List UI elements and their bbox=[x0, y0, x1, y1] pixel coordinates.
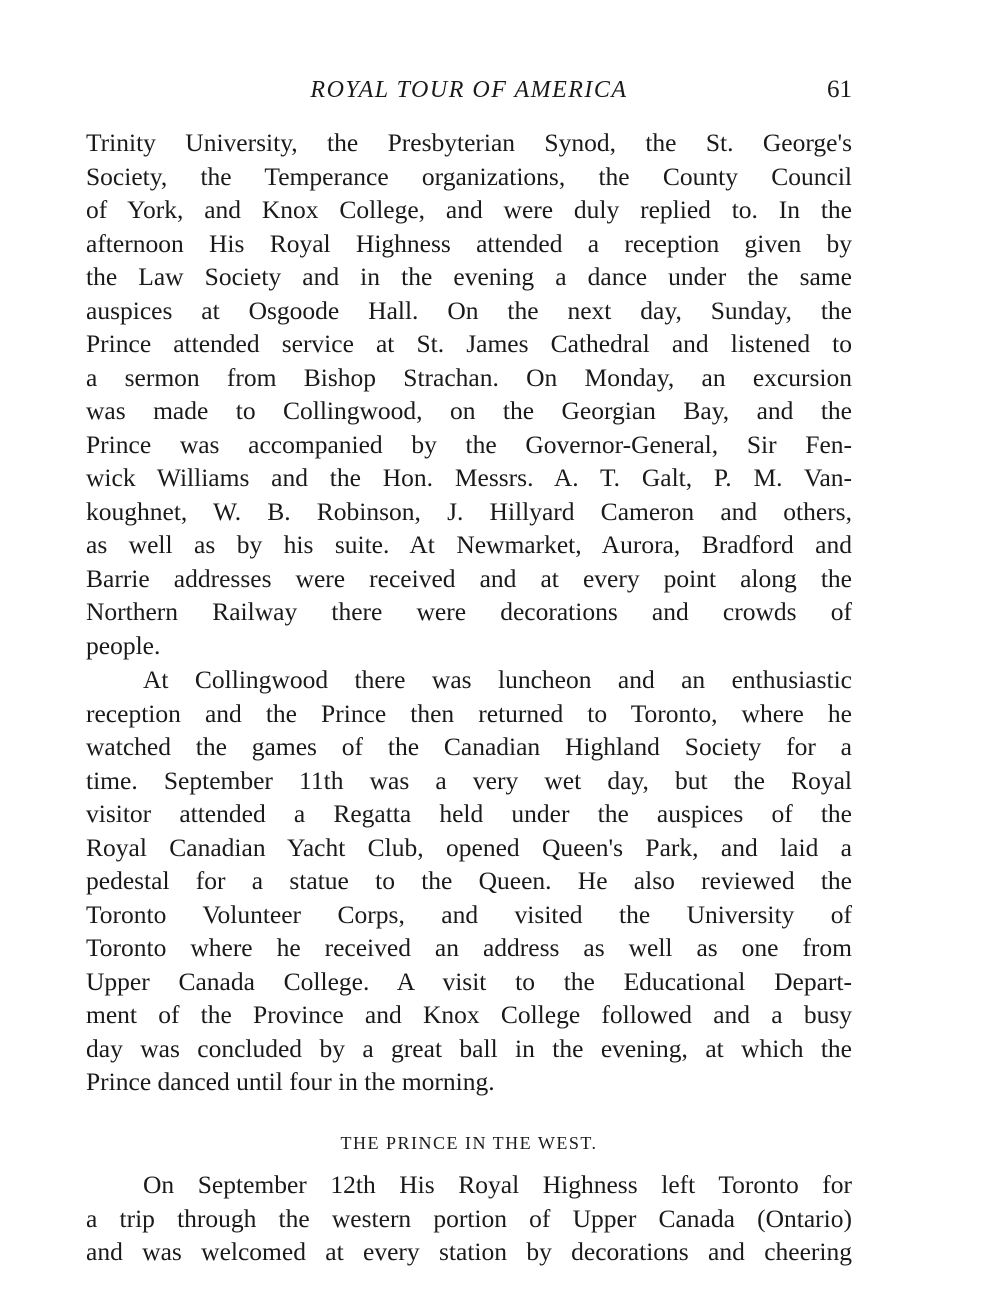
text-line: as well as by his suite. At Newmarket, Aurora, Bradford and bbox=[86, 530, 852, 559]
text-line: Toronto Volunteer Corps, and visited the University of bbox=[86, 899, 852, 929]
text-line: watched the games of the Canadian Highland Society for a bbox=[86, 732, 852, 761]
text-line: a trip through the western portion of Upper Canada (Ontario) bbox=[86, 1203, 852, 1233]
text-line: On September 12th His Royal Highness left Toronto for bbox=[143, 1170, 852, 1199]
text-line: was made to Collingwood, on the Georgian Bay, and the bbox=[86, 396, 852, 425]
text-line: auspices at Osgoode Hall. On the next day, Sunday, the bbox=[86, 295, 852, 325]
text-line: afternoon His Royal Highness attended a reception given by bbox=[86, 228, 852, 258]
text-line: Prince danced until four in the morning. bbox=[86, 1067, 495, 1096]
paragraph-3 bbox=[86, 1168, 852, 1269]
text-line: wick Williams and the Hon. Messrs. A. T. Galt, P. M. Van- bbox=[86, 463, 852, 492]
text-line: and was welcomed at every station by decorations and cheering bbox=[86, 1237, 852, 1266]
paragraph-2 bbox=[86, 663, 852, 1099]
text-line: visitor attended a Regatta held under the auspices of the bbox=[86, 799, 852, 828]
text-line: Prince was accompanied by the Governor-General, Sir Fen- bbox=[86, 429, 852, 459]
text-line: Toronto where he received an address as well as one from bbox=[86, 933, 852, 962]
running-header bbox=[86, 72, 852, 108]
section-heading: THE PRINCE IN THE WEST. bbox=[340, 1133, 598, 1153]
text-line: Society, the Temperance organizations, the County Council bbox=[86, 161, 852, 191]
text-line: people. bbox=[86, 630, 161, 660]
text-line: Royal Canadian Yacht Club, opened Queen's Park, and laid a bbox=[86, 832, 852, 862]
text-line: At Collingwood there was luncheon and an enthusiastic bbox=[143, 665, 852, 694]
text-line: koughnet, W. B. Robinson, J. Hillyard Cameron and others, bbox=[86, 496, 852, 526]
text-line: ment of the Province and Knox College followed and a busy bbox=[86, 1000, 852, 1029]
text-line: time. September 11th was a very wet day, but the Royal bbox=[86, 765, 852, 795]
page-number: 61 bbox=[827, 76, 852, 103]
text-line: the Law Society and in the evening a dance under the same bbox=[86, 262, 852, 291]
text-line: Northern Railway there were decorations and crowds of bbox=[86, 597, 852, 626]
text-line: pedestal for a statue to the Queen. He also reviewed the bbox=[86, 866, 852, 895]
text-line: a sermon from Bishop Strachan. On Monday, an excursion bbox=[86, 362, 852, 392]
text-line: of York, and Knox College, and were duly replied to. In the bbox=[86, 195, 852, 224]
text-line: Prince attended service at St. James Cathedral and listened to bbox=[86, 329, 852, 358]
text-line: Upper Canada College. A visit to the Educational Depart- bbox=[86, 966, 852, 996]
text-line: Barrie addresses were received and at every point along the bbox=[86, 563, 852, 593]
paragraph-1 bbox=[86, 126, 852, 662]
text-line: Trinity University, the Presbyterian Synod, the St. George's bbox=[86, 128, 852, 157]
text-line: day was concluded by a great ball in the evening, at which the bbox=[86, 1033, 852, 1063]
running-title: ROYAL TOUR OF AMERICA bbox=[310, 77, 628, 103]
text-line: reception and the Prince then returned to Toronto, where he bbox=[86, 698, 852, 728]
